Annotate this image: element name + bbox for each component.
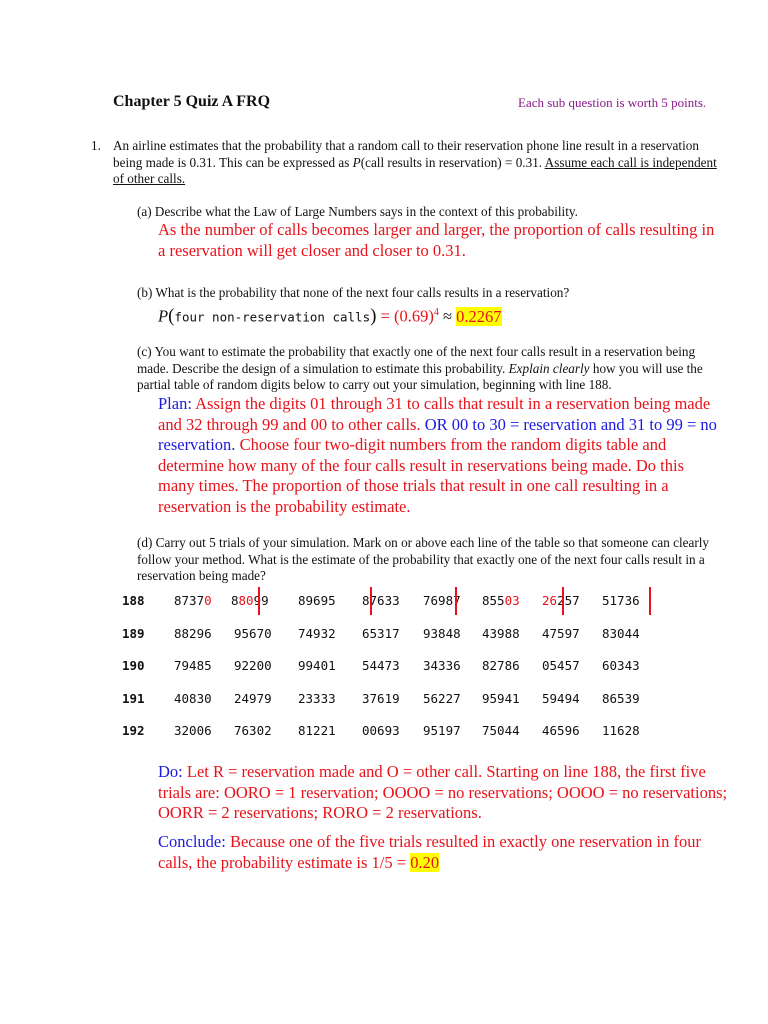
digit-group: 99401 <box>298 658 336 673</box>
independence-assumption: Assume each call is independent of other calls. <box>113 154 717 186</box>
trial-divider-mark <box>455 587 457 615</box>
part-b-answer <box>158 303 502 328</box>
part-b-result: 0.2267 <box>456 306 502 326</box>
digit-group: 93848 <box>423 625 461 641</box>
line-number: 190 <box>122 658 145 673</box>
part-c-plan-answer <box>158 394 724 518</box>
open-paren: ( <box>168 305 175 327</box>
question-1-text-b: (call results in reservation) = 0.31. <box>360 154 545 170</box>
digit-group: 00693 <box>362 723 400 738</box>
digit-group: 24979 <box>234 690 272 706</box>
digit-group: 74932 <box>298 625 336 641</box>
digit-group: 47597 <box>542 625 580 641</box>
digit-group: 65317 <box>362 625 400 641</box>
digit-group: 82786 <box>482 658 520 673</box>
points-note: Each sub question is worth 5 points. <box>518 95 707 110</box>
digit-group: 34336 <box>423 658 461 673</box>
line-number: 188 <box>122 593 145 608</box>
question-number: 1. <box>91 138 101 153</box>
part-d-question: (d) Carry out 5 trials of your simulation. Mark on or above each line of the table so that someone can clearly follow your method. What is the estimate of the probability that exactly one of the next four calls result in a reservation being made? <box>137 535 710 583</box>
part-b-question: (b) What is the probability that none of the next four calls results in a reservation? <box>137 285 570 300</box>
trial-divider-mark <box>562 587 564 615</box>
digit-group: 95941 <box>482 690 520 706</box>
conclude-result: 0.20 <box>410 852 440 872</box>
page-title: Chapter 5 Quiz A FRQ <box>113 93 271 110</box>
line-number: 189 <box>122 625 145 641</box>
digit-group: 85503 <box>482 593 520 608</box>
plan-label: Plan: <box>158 394 192 413</box>
close-paren: ) <box>370 305 377 327</box>
digit-group: 32006 <box>174 723 212 738</box>
digit-group: 23333 <box>298 690 336 706</box>
do-text: Let R = reservation made and O = other call. Starting on line 188, the first five trials are: OORO = 1 reservation; OOOO = no reservations; OOOO = no reservations; OORR = 2 reservations; RORO = 2 reservations. <box>158 762 728 823</box>
probability-symbol: P <box>158 306 169 326</box>
explain-clearly-emph: Explain clearly <box>508 360 590 376</box>
trial-divider-mark <box>258 587 260 615</box>
digit-group: 92200 <box>234 658 272 673</box>
question-1-text-a: An airline estimates that the probability that a random call to their reservation phone line result in a reservation being made is 0.31. This can be expressed as <box>113 138 699 170</box>
conclude-label: Conclude: <box>158 832 226 851</box>
do-answer <box>158 762 728 824</box>
probability-symbol: P <box>352 154 361 170</box>
part-c-question-a: (c) You want to estimate the probability that exactly one of the next four calls result in a reservation being made. Describe the design of a simulation to estimate this probability. <box>137 344 696 376</box>
digit-group: 89695 <box>298 593 336 608</box>
plan-text-b: Choose four two-digit numbers from the random digits table and determine how many of the four calls result in reservations being made. Do this many times. The proportion of those trials that result in one call resulting in a reservation is the probability estimate. <box>158 435 685 516</box>
digit-group: 56227 <box>423 690 461 706</box>
digit-group: 26257 <box>542 593 580 608</box>
trial-divider-mark <box>649 587 651 615</box>
event-label: four non-reservation calls <box>174 309 371 325</box>
plan-text-a: Assign the digits 01 through 31 to calls that result in a reservation being made and 32 through 99 and 00 to other calls. <box>158 394 711 434</box>
digit-group: 76987 <box>423 593 461 608</box>
digit-group: 37619 <box>362 690 400 706</box>
digit-group: 86539 <box>602 690 640 706</box>
conclude-answer <box>158 832 728 873</box>
digit-group: 54473 <box>362 658 400 673</box>
digit-group: 79485 <box>174 658 212 673</box>
digit-group: 46596 <box>542 723 580 738</box>
digit-group: 83044 <box>602 625 640 641</box>
part-a-answer: As the number of calls becomes larger and larger, the proportion of calls resulting in a reservation will get closer and closer to 0.31. <box>158 220 715 260</box>
part-c-question-b: how you will use the partial table of random digits below to carry out your simulation, beginning with line 188. <box>137 360 703 392</box>
digit-group: 81221 <box>298 723 336 738</box>
plan-alternative: OR 00 to 30 = reservation and 31 to 99 = no reservation. <box>158 414 717 455</box>
digit-group: 88296 <box>174 625 212 641</box>
digit-group: 88099 <box>231 593 269 608</box>
digit-group: 05457 <box>542 658 580 673</box>
digit-group: 87370 <box>174 593 212 608</box>
digit-group: 43988 <box>482 625 520 641</box>
trial-divider-mark <box>370 587 372 615</box>
digit-group: 76302 <box>234 723 272 738</box>
conclude-text: Because one of the five trials resulted in exactly one reservation in four calls, the probability estimate is 1/5 = <box>158 832 701 872</box>
line-number: 191 <box>122 690 145 706</box>
line-number: 192 <box>122 723 145 738</box>
part-a-question: (a) Describe what the Law of Large Numbers says in the context of this probability. <box>137 204 578 219</box>
question-1-text <box>113 138 723 188</box>
digit-group: 51736 <box>602 593 640 608</box>
digit-group: 59494 <box>542 690 580 706</box>
digit-group: 87633 <box>362 593 400 608</box>
digit-group: 95670 <box>234 625 272 641</box>
digit-group: 11628 <box>602 723 640 738</box>
part-c-question <box>137 344 727 394</box>
digit-group: 75044 <box>482 723 520 738</box>
do-label: Do: <box>158 762 183 781</box>
digit-group: 40830 <box>174 690 212 706</box>
approx-symbol: ≈ <box>438 306 457 326</box>
digit-group: 95197 <box>423 723 461 738</box>
digit-group: 60343 <box>602 658 640 673</box>
equation: = (0.69) <box>376 306 434 326</box>
exponent: 4 <box>433 307 439 318</box>
